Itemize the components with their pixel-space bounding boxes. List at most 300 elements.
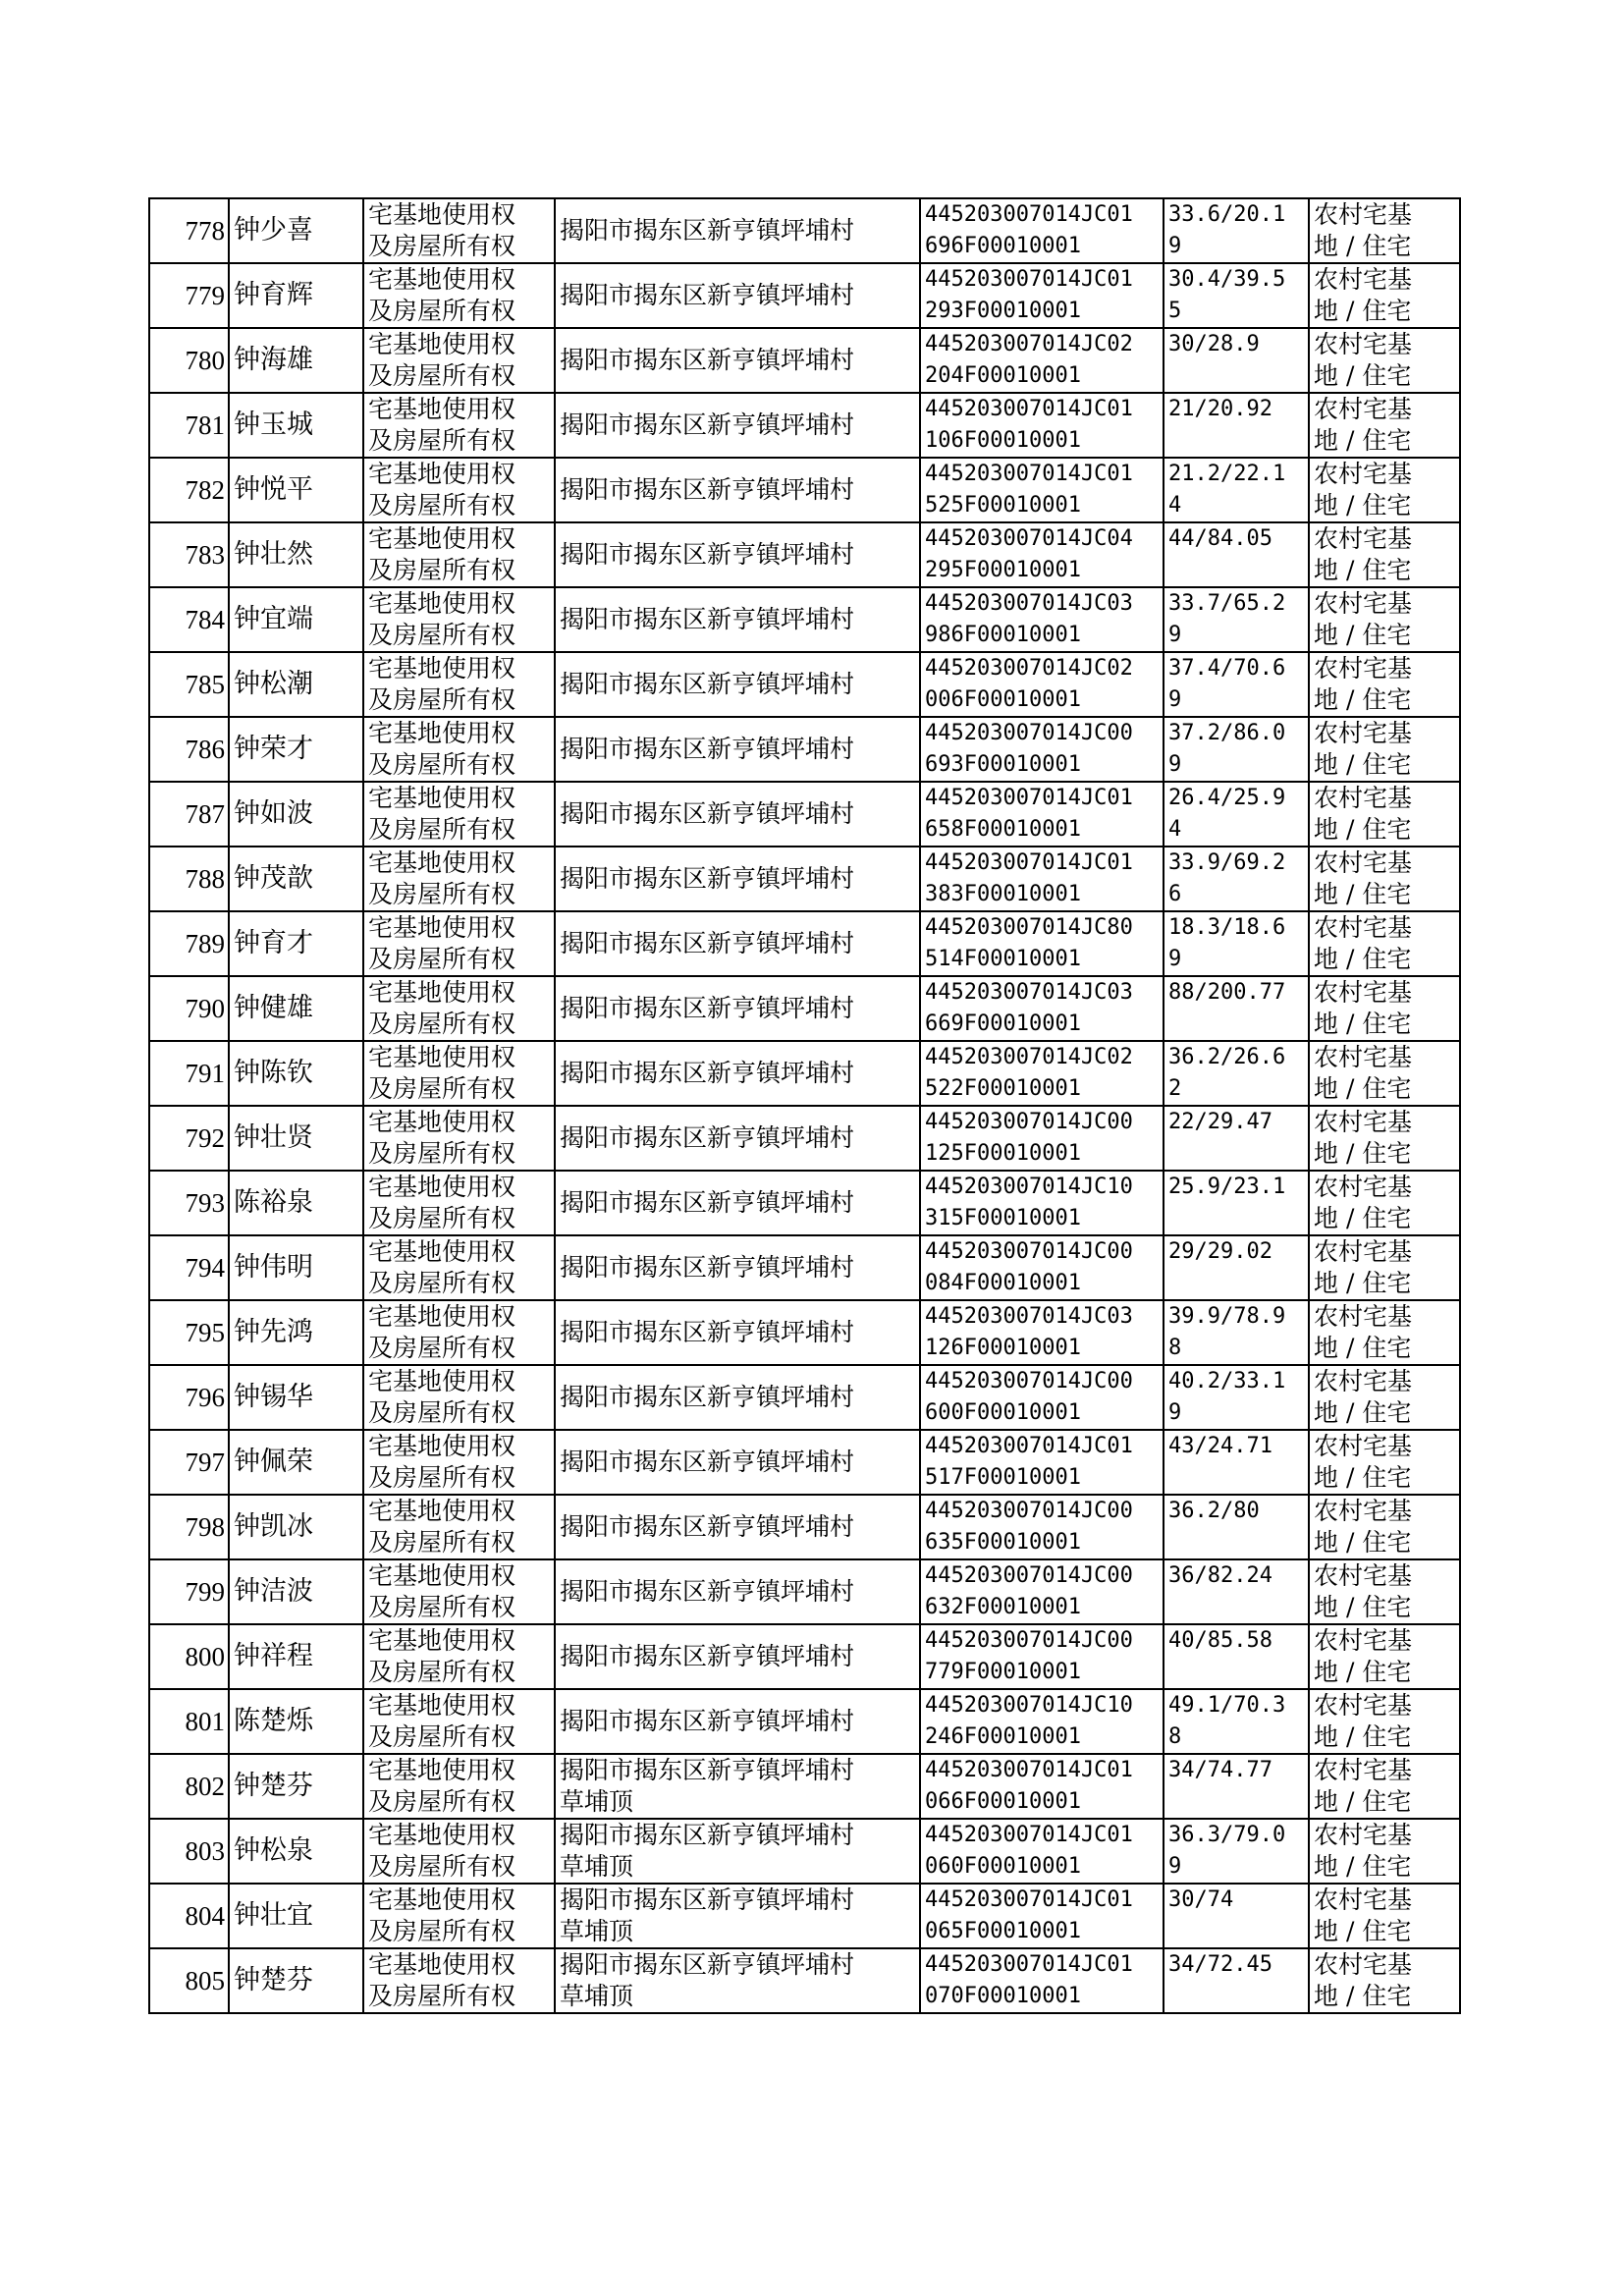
unit-code-cell [920,1041,1164,1106]
unit-code-line: 514F00010001 [925,947,1081,971]
table-row [149,1171,1460,1235]
right-type-line: 宅基地使用权 [368,1885,516,1914]
unit-code-line: 125F00010001 [925,1141,1081,1166]
location-cell [555,652,920,717]
holder-name-cell: 钟海雄 [229,328,363,393]
right-type-cell [363,263,555,328]
area-line: 34/72.45 [1168,1952,1272,1977]
table-row [149,717,1460,782]
location-cell [555,1754,920,1819]
unit-code-line: 293F00010001 [925,299,1081,323]
right-type-line: 及房屋所有权 [368,426,516,455]
holder-name-cell: 钟健雄 [229,976,363,1041]
area-line: 34/74.77 [1168,1758,1272,1782]
right-type-line: 及房屋所有权 [368,621,516,649]
unit-code-line: 632F00010001 [925,1595,1081,1619]
area-cell [1164,1948,1309,2013]
table-row [149,1235,1460,1300]
land-use-cell [1309,393,1460,458]
unit-code-cell [920,1559,1164,1624]
right-type-cell [363,717,555,782]
area-cell [1164,1884,1309,1948]
area-line: 43/24.71 [1168,1434,1272,1458]
table-row [149,1689,1460,1754]
unit-code-line: 986F00010001 [925,623,1081,647]
location-cell [555,1948,920,2013]
holder-name-cell: 钟育辉 [229,263,363,328]
land-use-line: 地 / 住宅 [1314,1334,1412,1362]
area-cell [1164,1235,1309,1300]
record-number-cell: 779 [149,263,229,328]
area-cell [1164,522,1309,587]
right-type-cell [363,1106,555,1171]
unit-code-line: 445203007014JC00 [925,1239,1133,1264]
area-cell [1164,911,1309,976]
location-line: 揭阳市揭东区新亨镇坪埔村 [560,1123,855,1152]
record-number-cell: 787 [149,782,229,847]
unit-code-line: 445203007014JC01 [925,1758,1133,1782]
land-use-cell [1309,911,1460,976]
unit-code-line: 445203007014JC01 [925,202,1133,227]
land-use-line: 农村宅基 [1314,1821,1413,1849]
right-type-cell [363,198,555,263]
land-use-cell [1309,1235,1460,1300]
area-line: 9 [1168,1400,1182,1425]
location-cell [555,1106,920,1171]
land-use-line: 地 / 住宅 [1314,1010,1412,1038]
right-type-cell [363,587,555,652]
location-cell [555,198,920,263]
table-row [149,263,1460,328]
location-line: 揭阳市揭东区新亨镇坪埔村 [560,799,855,828]
holder-name-cell: 钟壮然 [229,522,363,587]
location-cell [555,1689,920,1754]
area-line: 40.2/33.1 [1168,1369,1286,1393]
land-use-line: 地 / 住宅 [1314,815,1412,844]
record-number-cell: 796 [149,1365,229,1430]
unit-code-cell [920,976,1164,1041]
location-cell [555,1365,920,1430]
unit-code-line: 445203007014JC03 [925,980,1133,1005]
land-use-line: 农村宅基 [1314,978,1413,1007]
holder-name-cell: 钟楚芬 [229,1754,363,1819]
table-row [149,198,1460,263]
location-cell [555,328,920,393]
unit-code-line: 445203007014JC01 [925,1952,1133,1977]
unit-code-line: 525F00010001 [925,493,1081,518]
land-use-line: 地 / 住宅 [1314,1463,1412,1492]
area-line: 33.7/65.2 [1168,591,1286,616]
land-use-cell [1309,458,1460,522]
land-use-line: 地 / 住宅 [1314,945,1412,973]
land-use-line: 农村宅基 [1314,200,1413,229]
area-line: 30/28.9 [1168,332,1260,356]
right-type-line: 及房屋所有权 [368,815,516,844]
location-line: 草埔顶 [560,1787,634,1816]
location-line: 草埔顶 [560,1982,634,2010]
location-line: 揭阳市揭东区新亨镇坪埔村 [560,346,855,374]
right-type-line: 及房屋所有权 [368,1463,516,1492]
area-line: 36.3/79.0 [1168,1823,1286,1847]
area-line: 9 [1168,947,1182,971]
record-number-cell: 789 [149,911,229,976]
location-cell [555,1819,920,1884]
land-use-line: 农村宅基 [1314,784,1413,812]
right-type-line: 宅基地使用权 [368,1237,516,1266]
unit-code-cell [920,458,1164,522]
area-line: 9 [1168,752,1182,777]
holder-name-cell: 钟锡华 [229,1365,363,1430]
right-type-line: 宅基地使用权 [368,1950,516,1979]
holder-name-cell: 钟宜端 [229,587,363,652]
record-number-cell: 799 [149,1559,229,1624]
unit-code-line: 060F00010001 [925,1854,1081,1879]
right-type-line: 及房屋所有权 [368,880,516,908]
unit-code-line: 065F00010001 [925,1919,1081,1943]
right-type-cell [363,1300,555,1365]
unit-code-cell [920,1624,1164,1689]
right-type-line: 宅基地使用权 [368,1626,516,1655]
area-line: 22/29.47 [1168,1110,1272,1134]
right-type-line: 宅基地使用权 [368,913,516,942]
land-use-line: 地 / 住宅 [1314,1593,1412,1621]
area-cell [1164,1819,1309,1884]
holder-name-cell: 钟陈钦 [229,1041,363,1106]
location-line: 揭阳市揭东区新亨镇坪埔村 [560,1253,855,1282]
unit-code-line: 445203007014JC02 [925,1045,1133,1069]
area-cell [1164,1624,1309,1689]
land-use-cell [1309,1300,1460,1365]
land-use-line: 地 / 住宅 [1314,297,1412,325]
unit-code-line: 445203007014JC01 [925,786,1133,810]
holder-name-cell: 钟壮贤 [229,1106,363,1171]
area-line: 26.4/25.9 [1168,786,1286,810]
area-cell [1164,976,1309,1041]
land-use-line: 农村宅基 [1314,395,1413,423]
location-cell [555,393,920,458]
area-line: 21/20.92 [1168,397,1272,421]
land-use-line: 地 / 住宅 [1314,1139,1412,1168]
unit-code-line: 445203007014JC03 [925,591,1133,616]
table-row [149,587,1460,652]
right-type-line: 及房屋所有权 [368,1528,516,1557]
table-row [149,847,1460,911]
land-use-line: 农村宅基 [1314,1497,1413,1525]
right-type-line: 及房屋所有权 [368,750,516,779]
area-cell [1164,1041,1309,1106]
land-use-line: 地 / 住宅 [1314,1852,1412,1881]
location-line: 揭阳市揭东区新亨镇坪埔村 [560,735,855,763]
land-use-cell [1309,1624,1460,1689]
record-number-cell: 780 [149,328,229,393]
land-use-cell [1309,263,1460,328]
right-type-line: 及房屋所有权 [368,556,516,584]
right-type-line: 宅基地使用权 [368,1173,516,1201]
land-use-cell [1309,1559,1460,1624]
land-use-line: 地 / 住宅 [1314,1917,1412,1945]
unit-code-line: 635F00010001 [925,1530,1081,1555]
land-use-line: 地 / 住宅 [1314,361,1412,390]
area-line: 4 [1168,817,1182,842]
location-line: 揭阳市揭东区新亨镇坪埔村 [560,1950,855,1979]
table-row [149,1365,1460,1430]
land-use-cell [1309,522,1460,587]
right-type-line: 及房屋所有权 [368,491,516,519]
right-type-line: 宅基地使用权 [368,719,516,747]
unit-code-cell [920,522,1164,587]
location-line: 揭阳市揭东区新亨镇坪埔村 [560,216,855,245]
area-line: 39.9/78.9 [1168,1304,1286,1329]
holder-name-cell: 钟少喜 [229,198,363,263]
unit-code-line: 445203007014JC01 [925,1887,1133,1912]
right-type-cell [363,1624,555,1689]
unit-code-cell [920,1948,1164,2013]
record-number-cell: 791 [149,1041,229,1106]
land-use-cell [1309,976,1460,1041]
right-type-line: 及房屋所有权 [368,945,516,973]
location-cell [555,1171,920,1235]
holder-name-cell: 钟洁波 [229,1559,363,1624]
holder-name-cell: 钟荣才 [229,717,363,782]
unit-code-line: 066F00010001 [925,1789,1081,1814]
location-line: 草埔顶 [560,1852,634,1881]
unit-code-line: 445203007014JC03 [925,1304,1133,1329]
land-use-line: 地 / 住宅 [1314,491,1412,519]
land-use-line: 地 / 住宅 [1314,1787,1412,1816]
unit-code-line: 693F00010001 [925,752,1081,777]
right-type-line: 宅基地使用权 [368,524,516,553]
unit-code-line: 669F00010001 [925,1011,1081,1036]
record-number-cell: 798 [149,1495,229,1559]
land-use-line: 农村宅基 [1314,265,1413,294]
right-type-cell [363,1754,555,1819]
record-number-cell: 778 [149,198,229,263]
unit-code-cell [920,1884,1164,1948]
unit-code-line: 383F00010001 [925,882,1081,906]
land-use-cell [1309,782,1460,847]
area-line: 33.9/69.2 [1168,850,1286,875]
holder-name-cell: 钟如波 [229,782,363,847]
right-type-cell [363,782,555,847]
area-cell [1164,782,1309,847]
unit-code-cell [920,1171,1164,1235]
location-cell [555,1884,920,1948]
table-row [149,1624,1460,1689]
unit-code-line: 445203007014JC01 [925,267,1133,292]
right-type-line: 宅基地使用权 [368,1756,516,1784]
right-type-line: 及房屋所有权 [368,1787,516,1816]
land-use-line: 农村宅基 [1314,1561,1413,1590]
unit-code-cell [920,587,1164,652]
area-line: 36.2/80 [1168,1499,1260,1523]
land-use-cell [1309,652,1460,717]
land-use-line: 地 / 住宅 [1314,750,1412,779]
unit-code-cell [920,1754,1164,1819]
unit-code-line: 517F00010001 [925,1465,1081,1490]
right-type-line: 及房屋所有权 [368,1074,516,1103]
unit-code-line: 445203007014JC02 [925,332,1133,356]
record-number-cell: 784 [149,587,229,652]
land-use-line: 农村宅基 [1314,1237,1413,1266]
right-type-cell [363,1041,555,1106]
unit-code-line: 295F00010001 [925,558,1081,582]
unit-code-cell [920,1495,1164,1559]
right-type-line: 宅基地使用权 [368,460,516,488]
right-type-line: 及房屋所有权 [368,1334,516,1362]
record-number-cell: 785 [149,652,229,717]
area-line: 30.4/39.5 [1168,267,1286,292]
record-number-cell: 788 [149,847,229,911]
right-type-line: 宅基地使用权 [368,1432,516,1460]
table-row [149,652,1460,717]
area-line: 6 [1168,882,1182,906]
location-line: 揭阳市揭东区新亨镇坪埔村 [560,540,855,569]
land-use-line: 地 / 住宅 [1314,1074,1412,1103]
holder-name-cell: 钟先鸿 [229,1300,363,1365]
unit-code-line: 445203007014JC00 [925,1369,1133,1393]
location-cell [555,1235,920,1300]
right-type-line: 及房屋所有权 [368,1982,516,2010]
location-cell [555,847,920,911]
right-type-cell [363,1689,555,1754]
location-cell [555,1041,920,1106]
area-cell [1164,1559,1309,1624]
land-use-line: 地 / 住宅 [1314,621,1412,649]
location-cell [555,1300,920,1365]
right-type-cell [363,1171,555,1235]
unit-code-cell [920,1106,1164,1171]
right-type-line: 及房屋所有权 [368,1269,516,1297]
unit-code-cell [920,1689,1164,1754]
area-cell [1164,1171,1309,1235]
land-use-cell [1309,1495,1460,1559]
unit-code-cell [920,652,1164,717]
land-use-cell [1309,1948,1460,2013]
record-number-cell: 794 [149,1235,229,1300]
right-type-line: 宅基地使用权 [368,1302,516,1331]
right-type-line: 及房屋所有权 [368,1010,516,1038]
table-row [149,1106,1460,1171]
unit-code-line: 445203007014JC10 [925,1693,1133,1718]
right-type-line: 宅基地使用权 [368,1043,516,1071]
location-cell [555,1495,920,1559]
location-line: 揭阳市揭东区新亨镇坪埔村 [560,1318,855,1346]
holder-name-cell: 钟茂歆 [229,847,363,911]
record-number-cell: 800 [149,1624,229,1689]
right-type-cell [363,1430,555,1495]
location-line: 揭阳市揭东区新亨镇坪埔村 [560,605,855,633]
table-row [149,1819,1460,1884]
record-number-cell: 802 [149,1754,229,1819]
location-cell [555,522,920,587]
right-type-line: 及房屋所有权 [368,1917,516,1945]
land-use-cell [1309,1106,1460,1171]
location-cell [555,911,920,976]
table-row [149,1948,1460,2013]
table-row [149,782,1460,847]
area-line: 9 [1168,1854,1182,1879]
unit-code-line: 070F00010001 [925,1984,1081,2008]
table-row [149,976,1460,1041]
location-cell [555,1559,920,1624]
right-type-line: 及房屋所有权 [368,1139,516,1168]
area-line: 8 [1168,1336,1182,1360]
right-type-cell [363,911,555,976]
area-line: 36.2/26.6 [1168,1045,1286,1069]
location-cell [555,976,920,1041]
holder-name-cell: 陈裕泉 [229,1171,363,1235]
location-line: 揭阳市揭东区新亨镇坪埔村 [560,1512,855,1541]
unit-code-cell [920,911,1164,976]
area-cell [1164,458,1309,522]
table-row [149,328,1460,393]
area-cell [1164,717,1309,782]
record-number-cell: 797 [149,1430,229,1495]
table-row [149,1430,1460,1495]
area-cell [1164,1495,1309,1559]
record-number-cell: 793 [149,1171,229,1235]
location-line: 揭阳市揭东区新亨镇坪埔村 [560,410,855,439]
table-row [149,1754,1460,1819]
land-use-cell [1309,587,1460,652]
right-type-line: 宅基地使用权 [368,848,516,877]
location-line: 揭阳市揭东区新亨镇坪埔村 [560,1577,855,1606]
right-type-cell [363,522,555,587]
right-type-cell [363,458,555,522]
right-type-line: 及房屋所有权 [368,685,516,714]
unit-code-cell [920,198,1164,263]
location-line: 揭阳市揭东区新亨镇坪埔村 [560,1642,855,1670]
unit-code-cell [920,328,1164,393]
record-number-cell: 790 [149,976,229,1041]
location-line: 揭阳市揭东区新亨镇坪埔村 [560,1383,855,1411]
land-use-cell [1309,1365,1460,1430]
record-number-cell: 795 [149,1300,229,1365]
unit-code-line: 445203007014JC00 [925,721,1133,745]
area-line: 21.2/22.1 [1168,462,1286,486]
right-type-line: 宅基地使用权 [368,1108,516,1136]
table-row [149,1300,1460,1365]
land-use-line: 农村宅基 [1314,654,1413,683]
land-use-cell [1309,328,1460,393]
right-type-line: 及房屋所有权 [368,1852,516,1881]
right-type-line: 宅基地使用权 [368,200,516,229]
area-cell [1164,587,1309,652]
unit-code-line: 445203007014JC01 [925,397,1133,421]
land-use-cell [1309,847,1460,911]
unit-code-line: 315F00010001 [925,1206,1081,1230]
land-use-line: 农村宅基 [1314,1950,1413,1979]
area-line: 33.6/20.1 [1168,202,1286,227]
area-cell [1164,1430,1309,1495]
unit-code-line: 084F00010001 [925,1271,1081,1295]
area-cell [1164,328,1309,393]
land-use-line: 农村宅基 [1314,1173,1413,1201]
land-use-line: 地 / 住宅 [1314,880,1412,908]
area-line: 18.3/18.6 [1168,915,1286,940]
table-row [149,911,1460,976]
location-line: 揭阳市揭东区新亨镇坪埔村 [560,475,855,504]
unit-code-cell [920,717,1164,782]
area-line: 9 [1168,234,1182,258]
record-number-cell: 782 [149,458,229,522]
land-use-cell [1309,1689,1460,1754]
land-use-line: 农村宅基 [1314,589,1413,618]
land-use-cell [1309,1754,1460,1819]
location-line: 揭阳市揭东区新亨镇坪埔村 [560,1188,855,1217]
right-type-cell [363,1495,555,1559]
land-use-line: 农村宅基 [1314,1043,1413,1071]
